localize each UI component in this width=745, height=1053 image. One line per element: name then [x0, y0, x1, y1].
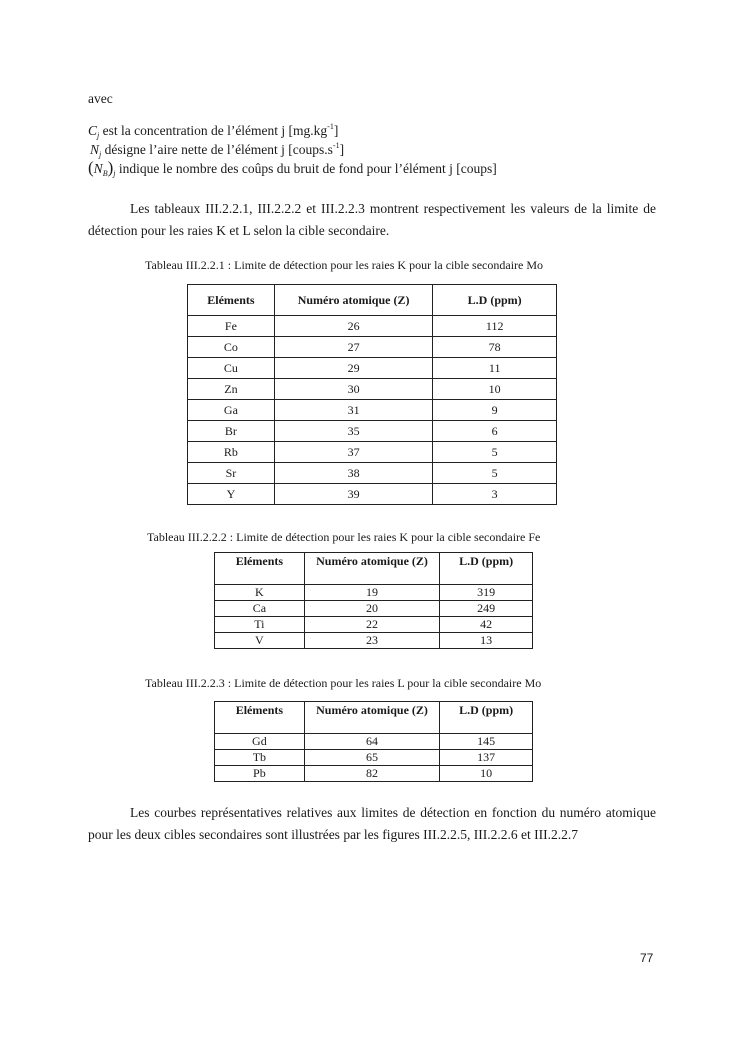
table-row — [188, 421, 557, 442]
atomic-number-cell: 65 — [304, 750, 440, 766]
table-row — [188, 358, 557, 379]
element-cell: Tb — [215, 750, 305, 766]
unit-close: ] — [333, 123, 339, 138]
symbol-sub-b: B — [102, 169, 108, 178]
atomic-number-cell: 82 — [304, 766, 440, 782]
definition-background: $(N_B)_j$ indique le nombre des coûps du bruit de fond pour l’élément j [coups] — [88, 158, 497, 178]
element-cell: Y — [188, 484, 275, 505]
table-row — [188, 442, 557, 463]
ld-cell: 3 — [433, 484, 557, 505]
element-cell: Gd — [215, 734, 305, 750]
symbol-sub: j — [97, 131, 100, 140]
table3-caption: Tableau III.2.2.3 : Limite de détection pour les raies L pour la cible secondaire Mo — [145, 676, 542, 690]
ld-cell: 10 — [440, 766, 533, 782]
ld-cell: 10 — [433, 379, 557, 400]
atomic-number-cell: 29 — [274, 358, 433, 379]
ld-cell: 6 — [433, 421, 557, 442]
atomic-number-cell: 20 — [304, 601, 440, 617]
table-row — [215, 750, 533, 766]
element-cell: Ca — [215, 601, 305, 617]
ld-cell: 13 — [440, 633, 533, 649]
table-row — [188, 316, 557, 337]
table-row — [215, 617, 533, 633]
element-cell: Cu — [188, 358, 275, 379]
element-cell: Ga — [188, 400, 275, 421]
paragraph-intro-tables: Les tableaux III.2.2.1, III.2.2.2 et III.2.2.3 montrent respectivement les valeurs de la limite de détection pour les raies K et L selon la cible secondaire. — [88, 201, 656, 238]
table-row — [215, 585, 533, 601]
definition-text: indique le nombre des coûps du bruit de fond pour l’élément j [coups] — [118, 161, 497, 176]
ld-cell: 112 — [433, 316, 557, 337]
column-header: L.D (ppm) — [440, 553, 533, 585]
atomic-number-cell: 22 — [304, 617, 440, 633]
table-row — [188, 484, 557, 505]
column-header: L.D (ppm) — [440, 702, 533, 734]
definition-text: désigne l’aire nette de l’élément j [coups.s — [104, 142, 333, 157]
element-cell: Fe — [188, 316, 275, 337]
atomic-number-cell: 37 — [274, 442, 433, 463]
atomic-number-cell: 35 — [274, 421, 433, 442]
symbol-c: C — [88, 123, 98, 138]
element-cell: Rb — [188, 442, 275, 463]
ld-cell: 137 — [440, 750, 533, 766]
element-cell: Co — [188, 337, 275, 358]
element-cell: K — [215, 585, 305, 601]
unit-close: ] — [339, 142, 345, 157]
element-cell: Sr — [188, 463, 275, 484]
column-header: Numéro atomique (Z) — [274, 285, 433, 316]
table1-caption: Tableau III.2.2.1 : Limite de détection pour les raies K pour la cible secondaire Mo — [145, 258, 544, 272]
ld-cell: 78 — [433, 337, 557, 358]
page-number: 77 — [640, 951, 654, 965]
column-header: L.D (ppm) — [433, 285, 557, 316]
symbol-sub-j: j — [113, 169, 116, 178]
ld-cell: 145 — [440, 734, 533, 750]
unit-exponent: -1 — [327, 122, 334, 131]
table-row — [188, 400, 557, 421]
symbol-sub: j — [99, 150, 102, 159]
ld-cell: 319 — [440, 585, 533, 601]
column-header: Eléments — [215, 553, 305, 585]
table-row — [215, 633, 533, 649]
element-cell: Br — [188, 421, 275, 442]
table-row — [188, 337, 557, 358]
table-row — [215, 601, 533, 617]
paragraph-curves: Les courbes représentatives relatives aux limites de détection en fonction du numéro atomique pour les deux cibles secondaires sont illustrées par les figures III.2.2.5, III.2.2.6 et III.2.2.7 — [88, 805, 656, 842]
symbol-nb: N — [93, 161, 103, 176]
table-row — [215, 766, 533, 782]
atomic-number-cell: 38 — [274, 463, 433, 484]
ld-cell: 5 — [433, 442, 557, 463]
element-cell: Zn — [188, 379, 275, 400]
ld-cell: 42 — [440, 617, 533, 633]
atomic-number-cell: 31 — [274, 400, 433, 421]
table-k-lines-mo — [187, 284, 557, 505]
column-header: Eléments — [215, 702, 305, 734]
ld-cell: 11 — [433, 358, 557, 379]
element-cell: Ti — [215, 617, 305, 633]
atomic-number-cell: 19 — [304, 585, 440, 601]
table-k-lines-fe — [214, 552, 533, 649]
atomic-number-cell: 64 — [304, 734, 440, 750]
table-row — [188, 463, 557, 484]
column-header: Numéro atomique (Z) — [304, 553, 440, 585]
column-header: Numéro atomique (Z) — [304, 702, 440, 734]
atomic-number-cell: 26 — [274, 316, 433, 337]
atomic-number-cell: 23 — [304, 633, 440, 649]
ld-cell: 9 — [433, 400, 557, 421]
atomic-number-cell: 39 — [274, 484, 433, 505]
table-l-lines-mo — [214, 701, 533, 782]
atomic-number-cell: 30 — [274, 379, 433, 400]
ld-cell: 249 — [440, 601, 533, 617]
definition-text: est la concentration de l’élément j [mg.kg — [102, 123, 328, 138]
table2-caption: Tableau III.2.2.2 : Limite de détection pour les raies K pour la cible secondaire Fe — [147, 530, 541, 544]
element-cell: V — [215, 633, 305, 649]
table-row — [188, 379, 557, 400]
column-header: Eléments — [188, 285, 275, 316]
table-row — [215, 734, 533, 750]
unit-exponent: -1 — [332, 141, 340, 150]
ld-cell: 5 — [433, 463, 557, 484]
symbol-n: N — [90, 142, 100, 157]
avec-text: avec — [88, 91, 113, 106]
atomic-number-cell: 27 — [274, 337, 433, 358]
element-cell: Pb — [215, 766, 305, 782]
